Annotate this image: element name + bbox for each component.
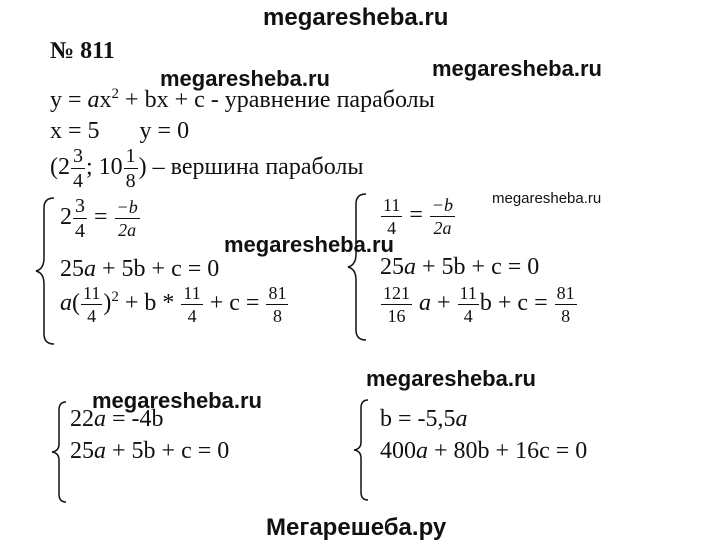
- denominator: 2a: [118, 220, 137, 240]
- denominator: 2a: [433, 218, 452, 238]
- system-brace: [352, 398, 372, 502]
- given-x: x = 5: [50, 118, 100, 144]
- text: + bx + c - уравнение параболы: [119, 87, 435, 113]
- text: + 80b + 16c = 0: [428, 438, 588, 464]
- denominator: 8: [272, 306, 282, 326]
- fraction: [73, 196, 87, 241]
- watermark-top: megaresheba.ru: [263, 4, 449, 31]
- given-values: [50, 118, 189, 145]
- numerator: −b: [431, 195, 454, 215]
- numerator: 81: [268, 283, 287, 303]
- text: (2: [50, 154, 70, 181]
- denominator: 4: [187, 306, 197, 326]
- footer-site-name: Мегарешеба.ру: [266, 514, 447, 541]
- numerator: 121: [383, 283, 410, 303]
- var-a: a: [84, 256, 96, 282]
- fraction: [181, 284, 202, 325]
- exponent: 2: [111, 289, 119, 306]
- system-b-row-3: [380, 284, 578, 325]
- var-a: a: [60, 290, 72, 317]
- numerator: 11: [383, 195, 401, 215]
- system-c-row-1: [70, 406, 164, 433]
- text: b + c =: [479, 290, 554, 317]
- system-brace: [346, 192, 370, 342]
- fraction: [458, 284, 479, 325]
- watermark: megaresheba.ru: [224, 232, 394, 257]
- text: 400: [380, 438, 416, 464]
- var-a: a: [94, 406, 106, 432]
- watermark: megaresheba.ru: [92, 388, 262, 413]
- system-brace: [34, 196, 58, 346]
- watermark: megaresheba.ru: [160, 66, 330, 91]
- equals: =: [94, 204, 108, 231]
- numerator: 81: [556, 283, 575, 303]
- denominator: 4: [73, 170, 83, 192]
- numerator: 11: [459, 283, 477, 303]
- system-brace: [50, 400, 70, 504]
- var-a: a: [87, 87, 100, 113]
- numerator: 1: [125, 145, 136, 167]
- text: + 5b + c = 0: [106, 438, 230, 464]
- system-d-row-1: [380, 406, 468, 433]
- text: 25: [70, 438, 94, 464]
- denominator: 16: [387, 306, 406, 326]
- text: + 5b + c = 0: [96, 256, 220, 282]
- system-d-row-2: [380, 438, 587, 465]
- problem-number: № 811: [50, 38, 115, 64]
- fraction: [430, 196, 455, 237]
- var-a: a: [419, 290, 431, 317]
- numerator: 11: [83, 283, 101, 303]
- text: + b *: [118, 290, 181, 317]
- text: y =: [50, 87, 88, 113]
- denominator: 8: [125, 170, 136, 192]
- numerator: 11: [183, 283, 201, 303]
- text: ; 10: [86, 154, 123, 181]
- fraction: [381, 284, 412, 325]
- watermark: megaresheba.ru: [366, 366, 536, 391]
- denominator: 8: [561, 306, 571, 326]
- fraction: [71, 146, 85, 191]
- fraction: [115, 198, 140, 239]
- numerator: 3: [73, 145, 83, 167]
- text: 22: [70, 406, 94, 432]
- fraction: [555, 284, 577, 325]
- text: b = -5,5: [380, 406, 456, 432]
- var-a: a: [455, 406, 468, 432]
- vertex-line: [50, 146, 363, 191]
- text: 25: [380, 254, 404, 280]
- var-a: a: [94, 438, 106, 464]
- system-a-row-2: [60, 256, 219, 283]
- text: + 5b + c = 0: [416, 254, 540, 280]
- watermark: megaresheba.ru: [432, 56, 602, 81]
- fraction: [124, 146, 138, 191]
- text: 25: [60, 256, 84, 282]
- fraction: [381, 196, 402, 237]
- var-a: a: [404, 254, 416, 280]
- text: = -4b: [106, 406, 164, 432]
- system-a-row-3: [60, 284, 289, 325]
- given-y: y = 0: [139, 118, 190, 144]
- system-c-row-2: [70, 438, 229, 465]
- text: (: [72, 290, 80, 317]
- text: 2: [60, 204, 72, 231]
- system-a-row-1: [60, 196, 141, 241]
- system-b-row-2: [380, 254, 539, 281]
- denominator: 4: [75, 220, 85, 242]
- text: +: [431, 290, 457, 317]
- denominator: 4: [463, 306, 473, 326]
- fraction: [81, 284, 102, 325]
- numerator: −b: [116, 197, 138, 217]
- text: ): [103, 290, 112, 317]
- equals: =: [409, 202, 423, 229]
- denominator: 4: [87, 306, 97, 326]
- denominator: 4: [387, 218, 397, 238]
- var-a: a: [416, 438, 428, 464]
- system-b-row-1: [380, 196, 456, 237]
- watermark: megaresheba.ru: [492, 190, 602, 207]
- text: + c =: [203, 290, 266, 317]
- fraction: [266, 284, 288, 325]
- numerator: 3: [75, 195, 85, 217]
- text: ) – вершина параболы: [138, 154, 364, 181]
- equation-parabola: [50, 86, 435, 114]
- exponent: 2: [111, 86, 120, 102]
- var-x: x: [99, 87, 112, 113]
